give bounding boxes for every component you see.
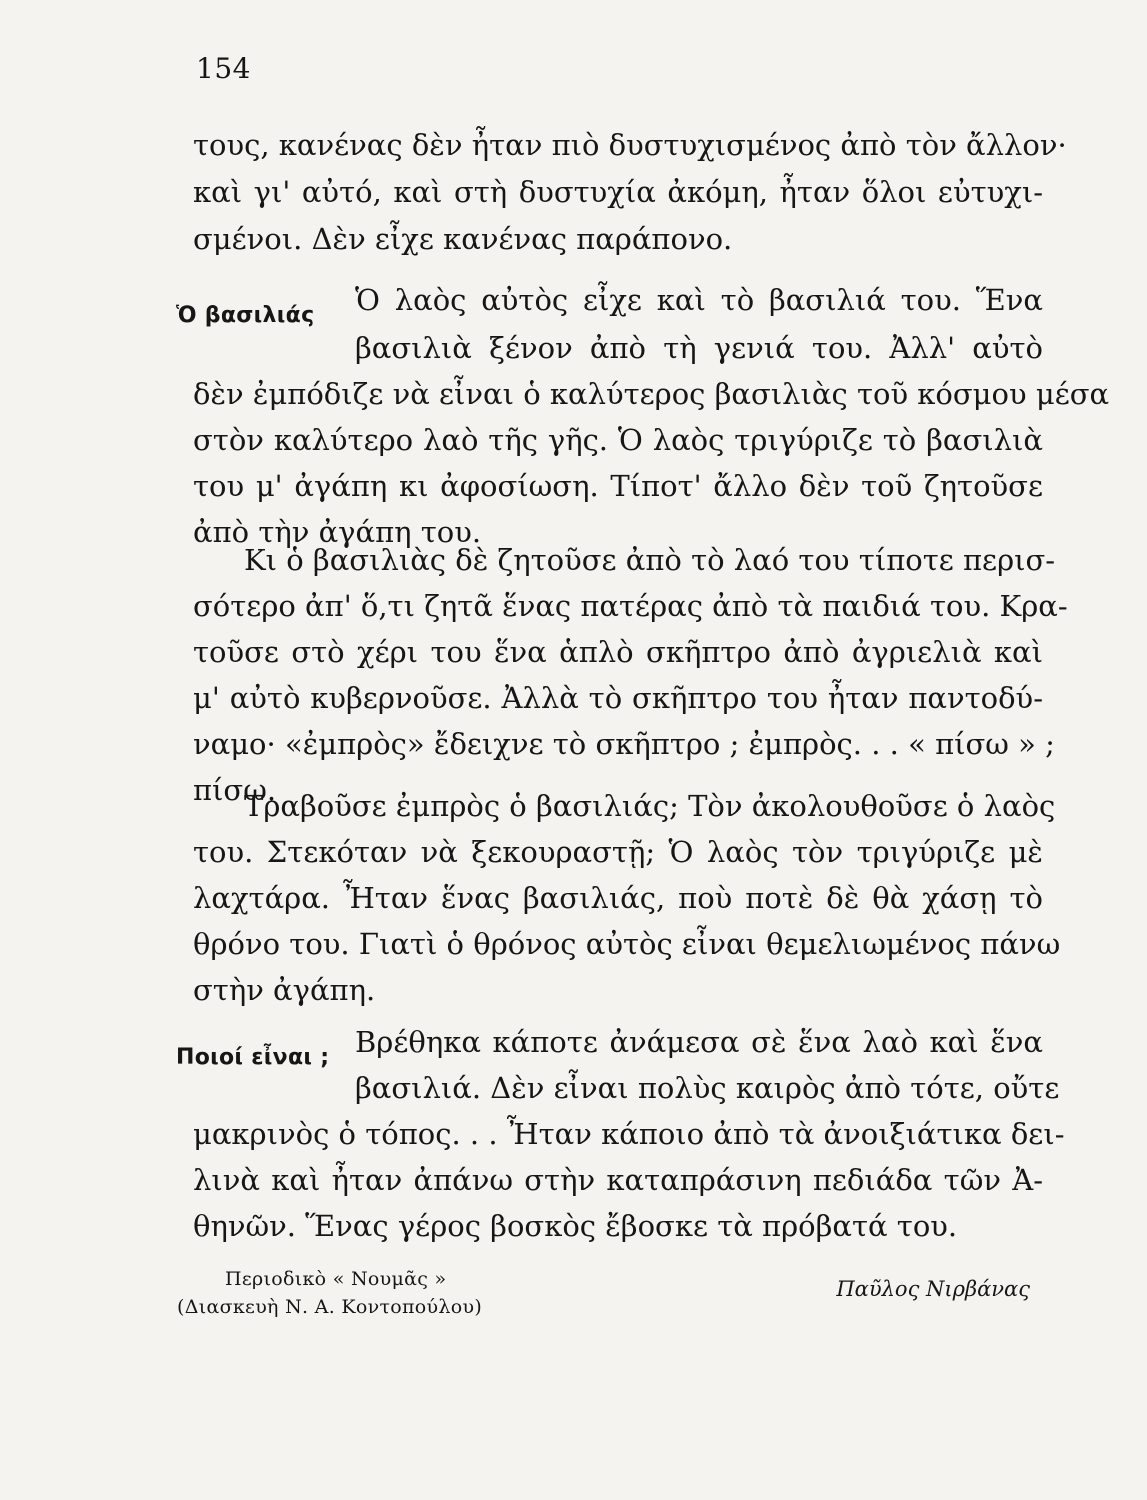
source-periodical: Περιοδικὸ « Νουμᾶς » xyxy=(225,1268,447,1290)
text-line: θρόνο του. Γιατὶ ὁ θρόνος αὐτὸς εἶναι θεμελιωμένος πάνω xyxy=(193,927,1061,961)
author-name: Παῦλος Νιρβάνας xyxy=(836,1277,1030,1301)
text-line: στὸν καλύτερο λαὸ τῆς γῆς. Ὁ λαὸς τριγύριζε τὸ βασιλιὰ xyxy=(193,423,1043,457)
text-line: καὶ γι' αὐτό, καὶ στὴ δυστυχία ἀκόμη, ἦταν ὅλοι εὐτυχι- xyxy=(193,175,1043,209)
text-line: στὴν ἀγάπη. xyxy=(193,973,376,1007)
text-line: σμένοι. Δὲν εἶχε κανένας παράπονο. xyxy=(193,222,733,256)
text-line: τοῦσε στὸ χέρι του ἕνα ἁπλὸ σκῆπτρο ἀπὸ ἀγριελιὰ καὶ xyxy=(193,635,1043,669)
text-line: λαχτάρα. Ἦταν ἕνας βασιλιάς, ποὺ ποτὲ δὲ θὰ χάσῃ τὸ xyxy=(193,881,1043,915)
text-line: μ' αὐτὸ κυβερνοῦσε. Ἀλλὰ τὸ σκῆπτρο του ἦταν παντοδύ- xyxy=(193,681,1043,715)
text-line: θηνῶν. Ἕνας γέρος βοσκὸς ἔβοσκε τὰ πρόβατά του. xyxy=(193,1209,958,1243)
text-line: βασιλιά. Δὲν εἶναι πολὺς καιρὸς ἀπὸ τότε, οὔτε xyxy=(355,1071,1060,1105)
text-line: λινὰ καὶ ἦταν ἀπάνω στὴν καταπράσινη πεδιάδα τῶν Ἀ- xyxy=(193,1163,1043,1197)
source-adaptation: (Διασκευὴ Ν. Α. Κοντοπούλου) xyxy=(177,1296,483,1318)
text-line: σότερο ἀπ' ὅ,τι ζητᾶ ἕνας πατέρας ἀπὸ τὰ παιδιά του. Κρα- xyxy=(193,589,1068,623)
text-line: Κι ὁ βασιλιὰς δὲ ζητοῦσε ἀπὸ τὸ λαό του τίποτε περισ- xyxy=(244,543,1056,577)
section-heading-who-are-they: Ποιοί εἶναι ; xyxy=(176,1045,330,1070)
text-line: Βρέθηκα κάποτε ἀνάμεσα σὲ ἕνα λαὸ καὶ ἕνα xyxy=(355,1025,1043,1059)
text-line: βασιλιὰ ξένον ἀπὸ τὴ γενιά του. Ἀλλ' αὐτὸ xyxy=(355,331,1043,365)
text-line: μακρινὸς ὁ τόπος. . . Ἦταν κάποιο ἀπὸ τὰ ἀνοιξιάτικα δει- xyxy=(193,1117,1065,1151)
text-line: Τραβοῦσε ἐμπρὸς ὁ βασιλιάς; Τὸν ἀκολουθοῦσε ὁ λαὸς xyxy=(244,789,1056,823)
section-heading-king: Ὁ βασιλιάς xyxy=(176,303,315,328)
text-line: τους, κανένας δὲν ἦταν πιὸ δυστυχισμένος ἀπὸ τὸν ἄλλον· xyxy=(193,128,1067,162)
text-line: ἀπὸ τὴν ἀγάπη του. xyxy=(193,515,482,549)
text-line: του. Στεκόταν νὰ ξεκουραστῇ; Ὁ λαὸς τὸν τριγύριζε μὲ xyxy=(193,835,1043,869)
text-line: δὲν ἐμπόδιζε νὰ εἶναι ὁ καλύτερος βασιλιὰς τοῦ κόσμου μέσα xyxy=(193,377,1110,411)
text-line: πίσω. xyxy=(193,773,277,807)
text-line: Ὁ λαὸς αὐτὸς εἶχε καὶ τὸ βασιλιά του. Ἕνα xyxy=(355,283,1043,317)
text-line: ναμο· «ἐμπρὸς» ἔδειχνε τὸ σκῆπτρο ; ἐμπρὸς. . . « πίσω » ; xyxy=(193,727,1055,761)
text-line: του μ' ἀγάπη κι ἀφοσίωση. Τίποτ' ἄλλο δὲν τοῦ ζητοῦσε xyxy=(193,469,1043,503)
page-number: 154 xyxy=(196,52,251,85)
